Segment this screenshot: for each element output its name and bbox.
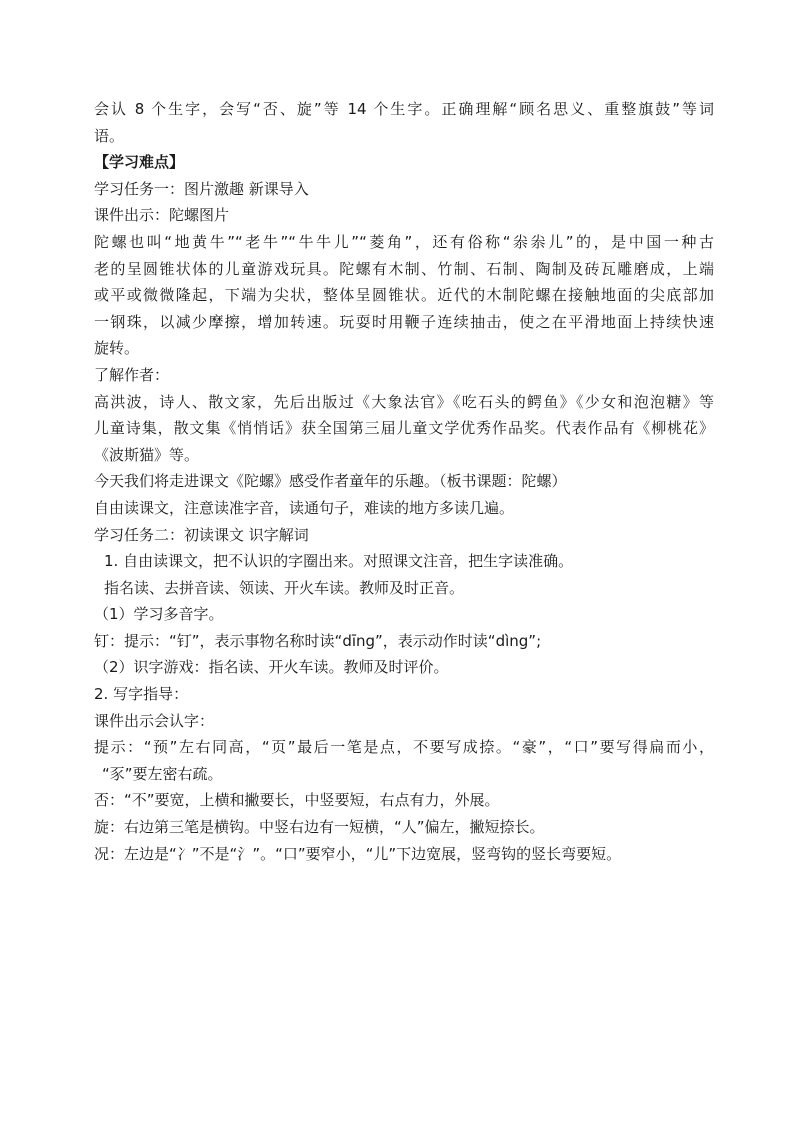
text-line: （2）识字游戏：指名读、开火车读。教师及时评价。 xyxy=(94,658,449,677)
text-line: 老的呈圆锥状体的儿童游戏玩具。陀螺有木制、竹制、石制、陶制及砖瓦雕磨成，上端 xyxy=(94,259,714,278)
task-heading-1: 学习任务一：图片激趣 新课导入 xyxy=(94,179,309,198)
text-line: 陀螺也叫“地黄牛”“老牛”“牛牛儿”“菱角”，还有俗称“尜尜儿”的，是中国一种古 xyxy=(94,232,714,251)
lesson-plan-body xyxy=(94,96,714,867)
section-heading-learning-difficulties: 【学习难点】 xyxy=(94,153,185,172)
text-line: （1）学习多音字。 xyxy=(94,605,224,624)
text-line: 高洪波，诗人、散文家，先后出版过《大象法官》《吃石头的鳄鱼》《少女和泡泡糖》等 xyxy=(94,392,714,411)
text-line: 否：“不”要宽，上横和撇要长，中竖要短，右点有力，外展。 xyxy=(94,791,500,810)
text-line: 旋转。 xyxy=(94,339,140,358)
text-line: 语。 xyxy=(94,126,125,145)
text-line: 钉：提示：“钉”，表示事物名称时读“dīng”，表示动作时读“dìng”; xyxy=(94,631,542,650)
text-line: “豕”要左密右疏。 xyxy=(102,764,223,783)
task-heading-2: 学习任务二：初读课文 识字解词 xyxy=(94,525,309,544)
text-line: 课件出示：陀螺图片 xyxy=(94,206,230,225)
text-line: 一钢珠，以减少摩擦，增加转速。玩耍时用鞭子连续抽击，使之在平滑地面上持续快速 xyxy=(94,312,714,331)
text-line: 况：左边是“冫”不是“氵”。“口”要窄小，“儿”下边宽展，竖弯钩的竖长弯要短。 xyxy=(94,844,622,863)
text-line: 《波斯猫》等。 xyxy=(94,445,200,464)
text-line: 指名读、去拼音读、领读、开火车读。教师及时正音。 xyxy=(104,578,465,597)
text-line: 课件出示会认字： xyxy=(94,711,215,730)
text-line: 儿童诗集，散文集《悄悄话》获全国第三届儿童文学优秀作品奖。代表作品有《柳桃花》 xyxy=(94,419,714,438)
text-line: 会认 8 个生字，会写“否、旋”等 14 个生字。正确理解“顾名思义、重整旗鼓”等词 xyxy=(94,100,714,118)
text-line: 或平或微微隆起，下端为尖状，整体呈圆锥状。近代的木制陀螺在接触地面的尖底部加 xyxy=(94,286,714,305)
text-line: 了解作者： xyxy=(94,365,170,384)
text-line: 自由读课文，注意读准字音，读通句子，难读的地方多读几遍。 xyxy=(94,498,515,517)
text-line: 1. 自由读课文，把不认识的字圈出来。对照课文注音，把生字读准确。 xyxy=(104,552,574,571)
text-line: 提示：“预”左右同高，“页”最后一笔是点，不要写成捺。“豪”，“口”要写得扁而小， xyxy=(94,738,714,757)
text-line: 今天我们将走进课文《陀螺》感受作者童年的乐趣。（板书课题：陀螺） xyxy=(94,472,567,491)
text-line: 旋：右边第三笔是横钩。中竖右边有一短横，“人”偏左，撇短捺长。 xyxy=(94,818,545,837)
text-line: 2. 写字指导： xyxy=(94,685,189,704)
